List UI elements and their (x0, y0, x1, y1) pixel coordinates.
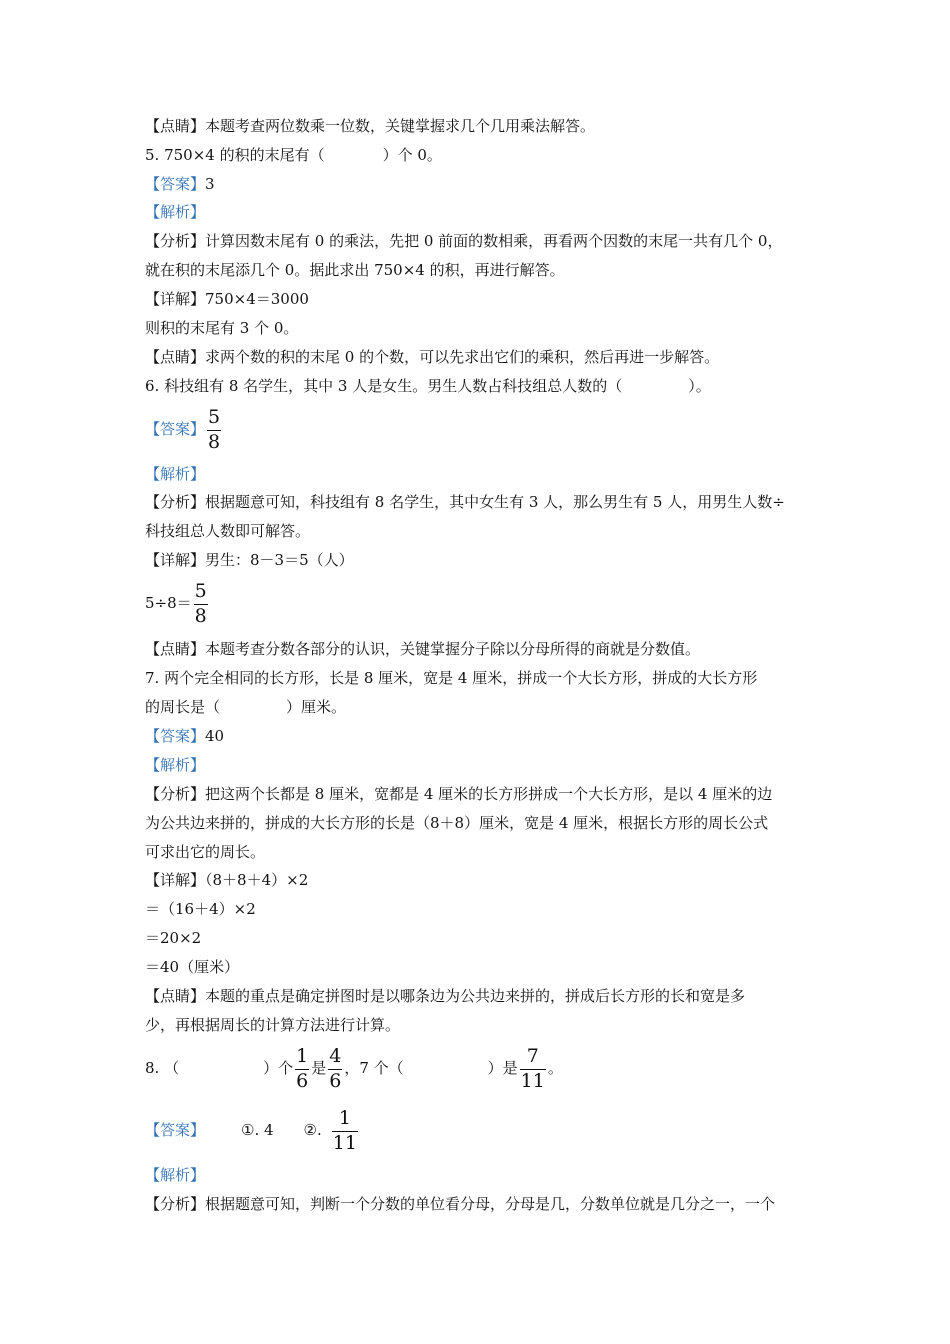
answer-line-q8: 【答案】 ①. 4 ②. $\frac{1}{11}$ (145, 1106, 357, 1154)
question-7-cont: 的周长是（ ）厘米。 (145, 698, 347, 716)
answer-label: 【答案】 (145, 727, 206, 745)
question-6: 6. 科技组有 8 名学生，其中 3 人是女生。男生人数占科技组总人数的（ ）。 (145, 377, 711, 395)
detail-line: ＝20×2 (145, 929, 202, 947)
point-line: 【点睛】求两个数的积的末尾 0 的个数，可以先求出它们的乘积，然后再进一步解答。 (145, 348, 720, 366)
answer-fraction: $\frac{1}{11}$ (332, 1106, 357, 1154)
analysis-line: 科技组总人数即可解答。 (145, 522, 311, 540)
answer-fraction: $\frac{5}{8}$ (208, 405, 221, 453)
analysis-line: 就在积的末尾添几个 0。据此求出 750×4 的积，再进行解答。 (145, 261, 565, 279)
detail-line: ＝（16＋4）×2 (145, 900, 256, 918)
analysis-label: 【解析】 (145, 756, 206, 774)
question-5: 5. 750×4 的积的末尾有（ ）个 0。 (145, 146, 442, 164)
point-line: 【点睛】本题考查分数各部分的认识，关键掌握分子除以分母所得的商就是分数值。 (145, 640, 701, 658)
answer-line-q6 (145, 403, 223, 455)
point-line: 【点睛】本题的重点是确定拼图时是以哪条边为公共边来拼的，拼成后长方形的长和宽是多 (145, 987, 746, 1005)
detail-line: 【详解】男生：8－3＝5（人） (145, 551, 354, 569)
analysis-line: 可求出它的周长。 (145, 843, 266, 861)
question-7: 7. 两个完全相同的长方形，长是 8 厘米，宽是 4 厘米，拼成一个大长方形，拼成的大长方形 (145, 669, 758, 687)
fraction-7-11: $\frac{7}{11}$ (520, 1044, 545, 1092)
answer-label: 【答案】 (145, 175, 206, 193)
detail-line: 【详解】750×4＝3000 (145, 290, 309, 308)
answer-line-q7 (145, 726, 224, 746)
answer-label: 【答案】 (145, 420, 206, 438)
analysis-line: 【分析】计算因数末尾有 0 的乘法，先把 0 前面的数相乘，再看两个因数的末尾一共有几个 0， (145, 232, 783, 250)
result-fraction: $\frac{5}{8}$ (194, 579, 207, 627)
fraction-4-6: $\frac{4}{6}$ (329, 1044, 342, 1092)
point-line-q4: 【点睛】本题考查两位数乘一位数，关键掌握求几个几用乘法解答。 (145, 117, 596, 135)
analysis-line: 为公共边来拼的，拼成的大长方形的长是（8＋8）厘米，宽是 4 厘米，根据长方形的周长公式 (145, 814, 769, 832)
analysis-label: 【解析】 (145, 1166, 206, 1184)
question-8: 8. （ ）个 $\frac{1}{6}$ 是 $\frac{4}{6}$ ，7 个（ ）是 $\frac{7}{11}$ 。 (145, 1044, 563, 1092)
analysis-label: 【解析】 (145, 465, 206, 483)
fraction-1-6: $\frac{1}{6}$ (296, 1044, 309, 1092)
detail-line: 5÷8＝ $\frac{5}{8}$ (145, 579, 207, 627)
analysis-line: 【分析】根据题意可知，科技组有 8 名学生，其中女生有 3 人，那么男生有 5 人，用男生人数÷ (145, 493, 785, 511)
analysis-line: 【分析】根据题意可知，判断一个分数的单位看分母，分母是几，分数单位就是几分之一，一个 (145, 1195, 776, 1213)
point-line: 少，再根据周长的计算方法进行计算。 (145, 1016, 401, 1034)
detail-line: ＝40（厘米） (145, 958, 240, 976)
answer-label: 【答案】 (145, 1121, 206, 1139)
answer-value: 40 (205, 727, 225, 745)
analysis-label: 【解析】 (145, 203, 206, 221)
answer-value: 3 (205, 175, 215, 193)
answer-line-q5 (145, 174, 215, 194)
analysis-line: 【分析】把这两个长都是 8 厘米，宽都是 4 厘米的长方形拼成一个大长方形，是以 4 厘米的边 (145, 785, 773, 803)
detail-line: 则积的末尾有 3 个 0。 (145, 319, 299, 337)
detail-line: 【详解】（8＋8＋4）×2 (145, 871, 309, 889)
